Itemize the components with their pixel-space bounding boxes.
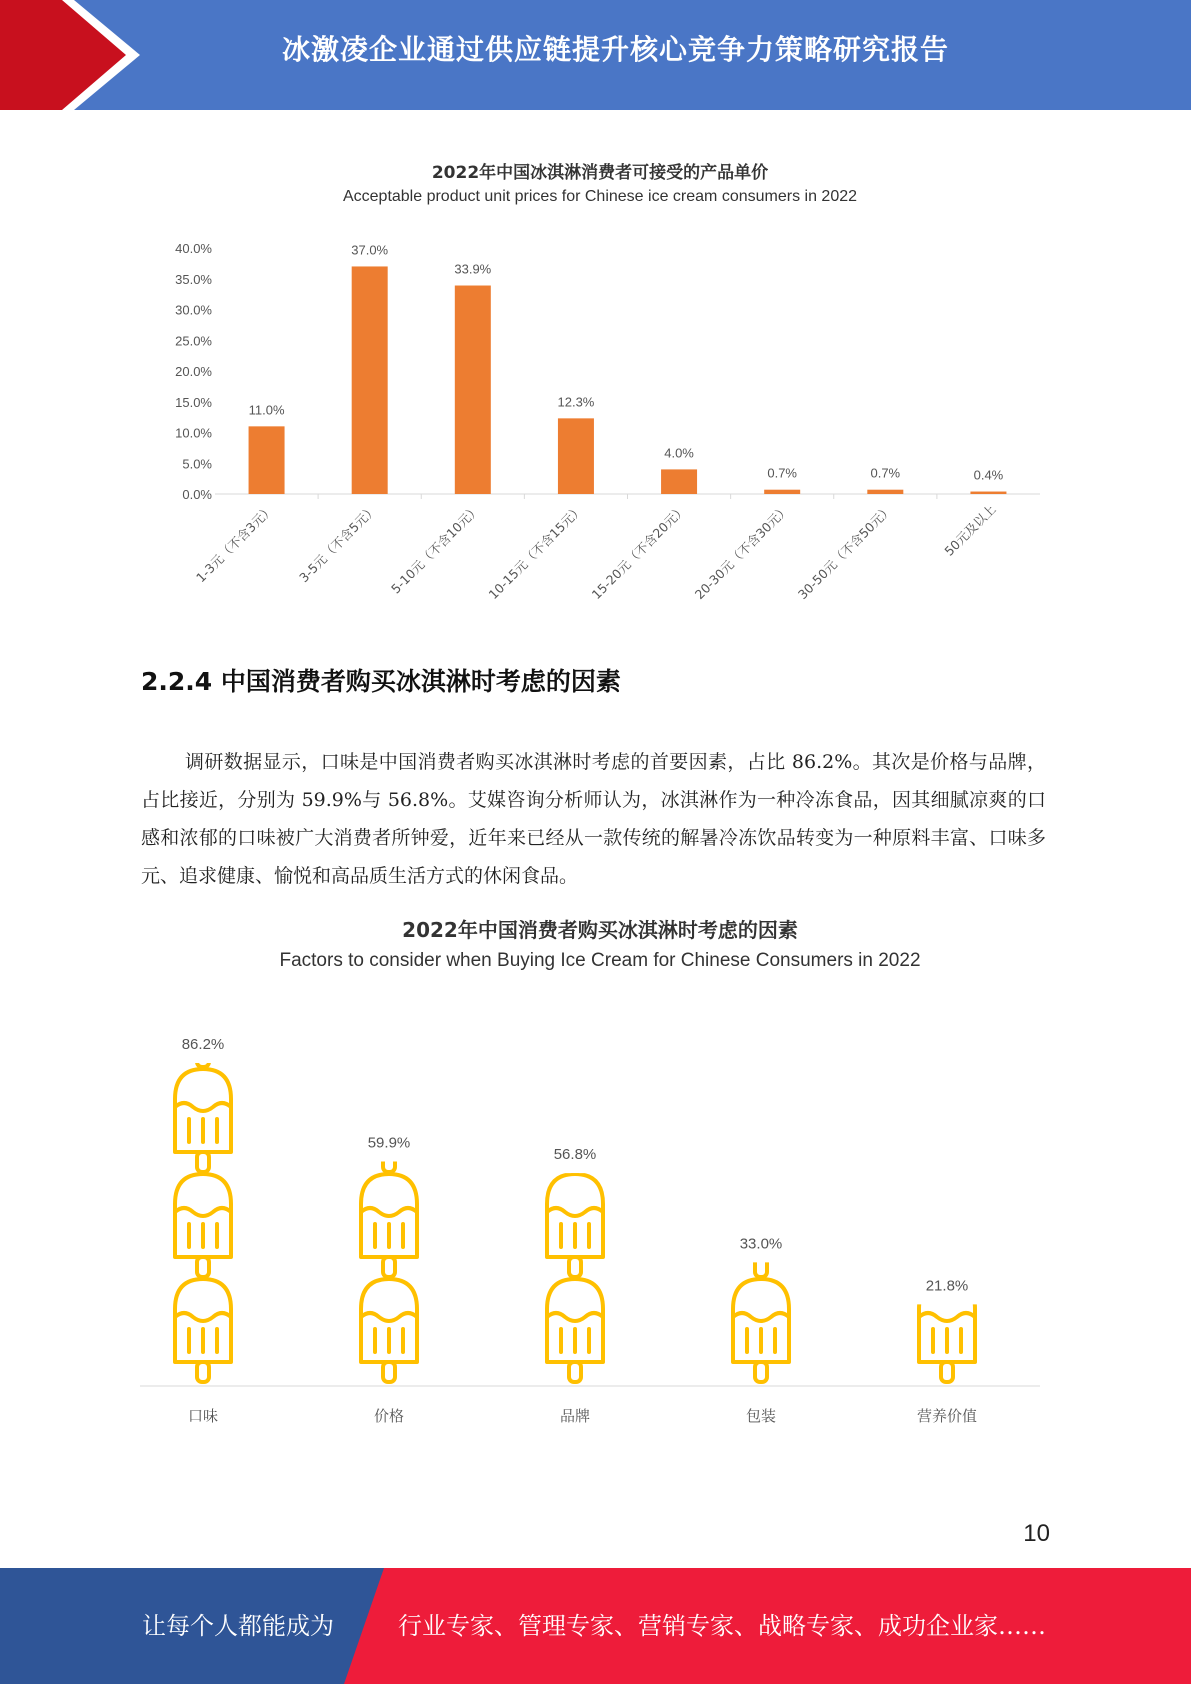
bar-value-label: 33.0% — [739, 1235, 783, 1253]
bar-value-label: 11.0% — [248, 402, 285, 418]
x-category-label: 价格 — [373, 1407, 405, 1425]
bar-value-label: 12.3% — [557, 394, 595, 410]
bar — [764, 490, 800, 494]
price-chart-plot — [140, 225, 1060, 635]
y-tick-label: 5.0% — [182, 456, 212, 472]
x-category-label: 50元及以上 — [941, 501, 999, 559]
y-tick-label: 10.0% — [175, 425, 212, 441]
bar — [455, 286, 491, 494]
pictogram-bar — [175, 964, 231, 1382]
page-header — [0, 0, 1191, 110]
bar-value-label: 56.8% — [553, 1146, 597, 1164]
pictogram-bar — [361, 1069, 417, 1382]
body-paragraph: 调研数据显示，口味是中国消费者购买冰淇淋时考虑的首要因素，占比 86.2%。其次是价格与品牌，占比接近，分别为 59.9%与 56.8%。艾媒咨询分析师认为，冰淇淋作为一种冷冻食品，因其细腻凉爽的口感和浓郁的口味被广大消费者所钟爱，近年来已经从一款传统的解暑冷冻饮品转变为一种原料丰富、口味多元、追求健康、愉悦和高品质生活方式的休闲食品。 — [141, 751, 1046, 887]
page-number: 10 — [1023, 1520, 1050, 1547]
y-tick-label: 0.0% — [182, 487, 212, 502]
x-category-label: 1-3元（不含3元） — [192, 501, 277, 586]
bar-value-label: 21.8% — [925, 1277, 969, 1295]
price-chart-title: 2022年中国冰淇淋消费者可接受的产品单价 — [431, 163, 769, 183]
bar — [352, 266, 388, 494]
page-footer — [0, 1568, 1191, 1684]
x-category-label: 15-20元（不含20元） — [588, 501, 690, 603]
bar — [970, 492, 1006, 494]
x-category-label: 品牌 — [559, 1407, 591, 1425]
bar — [558, 418, 594, 494]
y-tick-label: 30.0% — [175, 302, 212, 318]
x-category-label: 20-30元（不含30元） — [691, 501, 793, 603]
bar — [249, 426, 285, 494]
pictogram-bar — [733, 1174, 789, 1382]
bar-value-label: 0.4% — [973, 467, 1004, 483]
bar-value-label: 0.7% — [870, 465, 901, 481]
y-tick-label: 35.0% — [175, 271, 212, 287]
bar-value-label: 4.0% — [664, 445, 694, 461]
factors-chart-plot — [140, 908, 1060, 1428]
x-category-label: 包装 — [745, 1407, 777, 1425]
y-tick-label: 20.0% — [175, 364, 212, 379]
footer-slogan-left: 让每个人都能成为 — [142, 1612, 334, 1640]
pictogram-bar — [547, 1069, 603, 1382]
footer-slogan-right: 行业专家、管理专家、营销专家、战略专家、成功企业家…… — [398, 1612, 1046, 1640]
bar — [661, 469, 697, 494]
factors-chart — [140, 908, 1060, 1428]
bar — [867, 490, 903, 494]
section-heading: 2.2.4 中国消费者购买冰淇淋时考虑的因素 — [141, 667, 621, 696]
x-category-label: 营养价值 — [916, 1407, 978, 1425]
y-tick-label: 25.0% — [175, 333, 212, 349]
x-category-label: 10-15元（不含15元） — [485, 501, 587, 603]
bar-value-label: 59.9% — [367, 1134, 411, 1152]
price-chart-subtitle: Acceptable product unit prices for Chinese ice cream consumers in 2022 — [342, 188, 858, 205]
price-chart — [140, 150, 1060, 620]
factors-chart-title: 2022年中国消费者购买冰淇淋时考虑的因素 — [402, 918, 798, 942]
bar-value-label: 37.0% — [351, 242, 389, 258]
bar-value-label: 86.2% — [181, 1036, 225, 1053]
factors-chart-subtitle: Factors to consider when Buying Ice Cream for Chinese Consumers in 2022 — [279, 950, 921, 971]
y-tick-label: 15.0% — [175, 394, 212, 410]
x-category-label: 口味 — [187, 1407, 219, 1425]
header-title: 冰激凌企业通过供应链提升核心竞争力策略研究报告 — [281, 33, 949, 66]
bar-value-label: 0.7% — [767, 465, 798, 481]
bar-value-label: 33.9% — [454, 261, 492, 277]
x-category-label: 30-50元（不含50元） — [794, 501, 896, 603]
x-category-label: 5-10元（不含10元） — [387, 501, 483, 597]
pictogram-bar — [919, 1279, 975, 1382]
x-category-label: 3-5元（不含5元） — [296, 501, 380, 586]
y-tick-label: 40.0% — [175, 241, 212, 256]
